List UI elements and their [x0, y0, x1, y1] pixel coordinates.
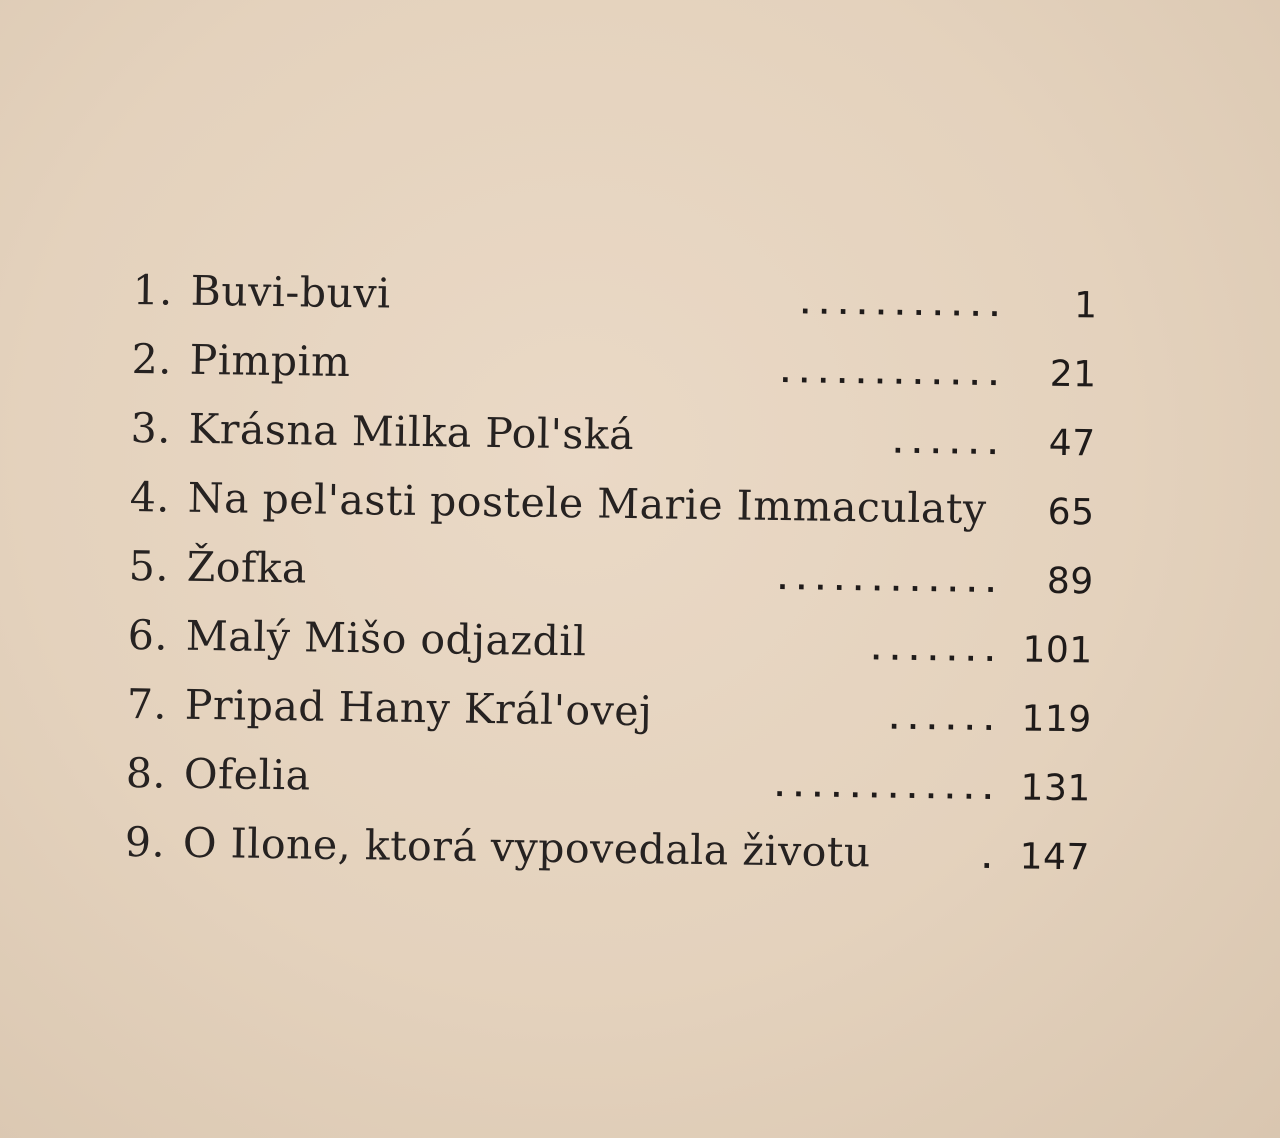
entry-title: Malý Mišo odjazdil [185, 611, 587, 666]
entry-page-number: 65 [1047, 491, 1095, 534]
entry-page-number: 131 [1020, 767, 1092, 810]
entry-number: 1. [132, 266, 174, 315]
entry-title: O Ilone, ktorá vypovedala životu [182, 818, 872, 877]
entry-title: Ofelia [183, 749, 311, 800]
entry-number: 3. [130, 403, 172, 453]
dot-leader: . [981, 844, 992, 876]
dot-leader: . . . . . . . . . . . [800, 290, 1000, 324]
toc-entry [124, 818, 1090, 900]
entry-page-number: 119 [1021, 698, 1093, 741]
entry-title: Pimpim [189, 335, 351, 387]
entry-number: 4. [129, 472, 171, 522]
entry-title: Žofka [186, 542, 308, 593]
entry-title: Na pel'asti postele Marie Immaculaty [187, 473, 987, 533]
dot-leader: . . . . . . . . . . . . [774, 773, 993, 807]
dot-leader: . . . . . . . . . . . . [777, 566, 996, 600]
entry-page-number: 21 [1049, 353, 1097, 396]
entry-page-number: 1 [1073, 285, 1098, 327]
entry-number: 6. [127, 610, 169, 660]
entry-number: 9. [124, 817, 166, 867]
dot-leader: . . . . . . [888, 705, 994, 738]
entry-page-number: 47 [1048, 422, 1096, 465]
entry-page-number: 147 [1019, 836, 1091, 879]
entry-number: 7. [126, 679, 168, 729]
entry-page-number: 101 [1022, 629, 1094, 672]
dot-leader: . . . . . . . [871, 636, 995, 669]
table-of-contents [124, 266, 1098, 900]
entry-title: Krásna Milka Pol'ská [188, 404, 635, 460]
entry-title: Buvi-buvi [190, 266, 392, 318]
dot-leader: . . . . . . . . . . . . [780, 359, 999, 393]
entry-number: 2. [131, 334, 173, 384]
entry-number: 5. [128, 541, 170, 591]
dot-leader: . . . . . . [892, 429, 998, 462]
entry-number: 8. [125, 748, 167, 798]
entry-page-number: 89 [1046, 560, 1094, 603]
entry-title: Pripad Hany Král'ovej [184, 680, 653, 736]
